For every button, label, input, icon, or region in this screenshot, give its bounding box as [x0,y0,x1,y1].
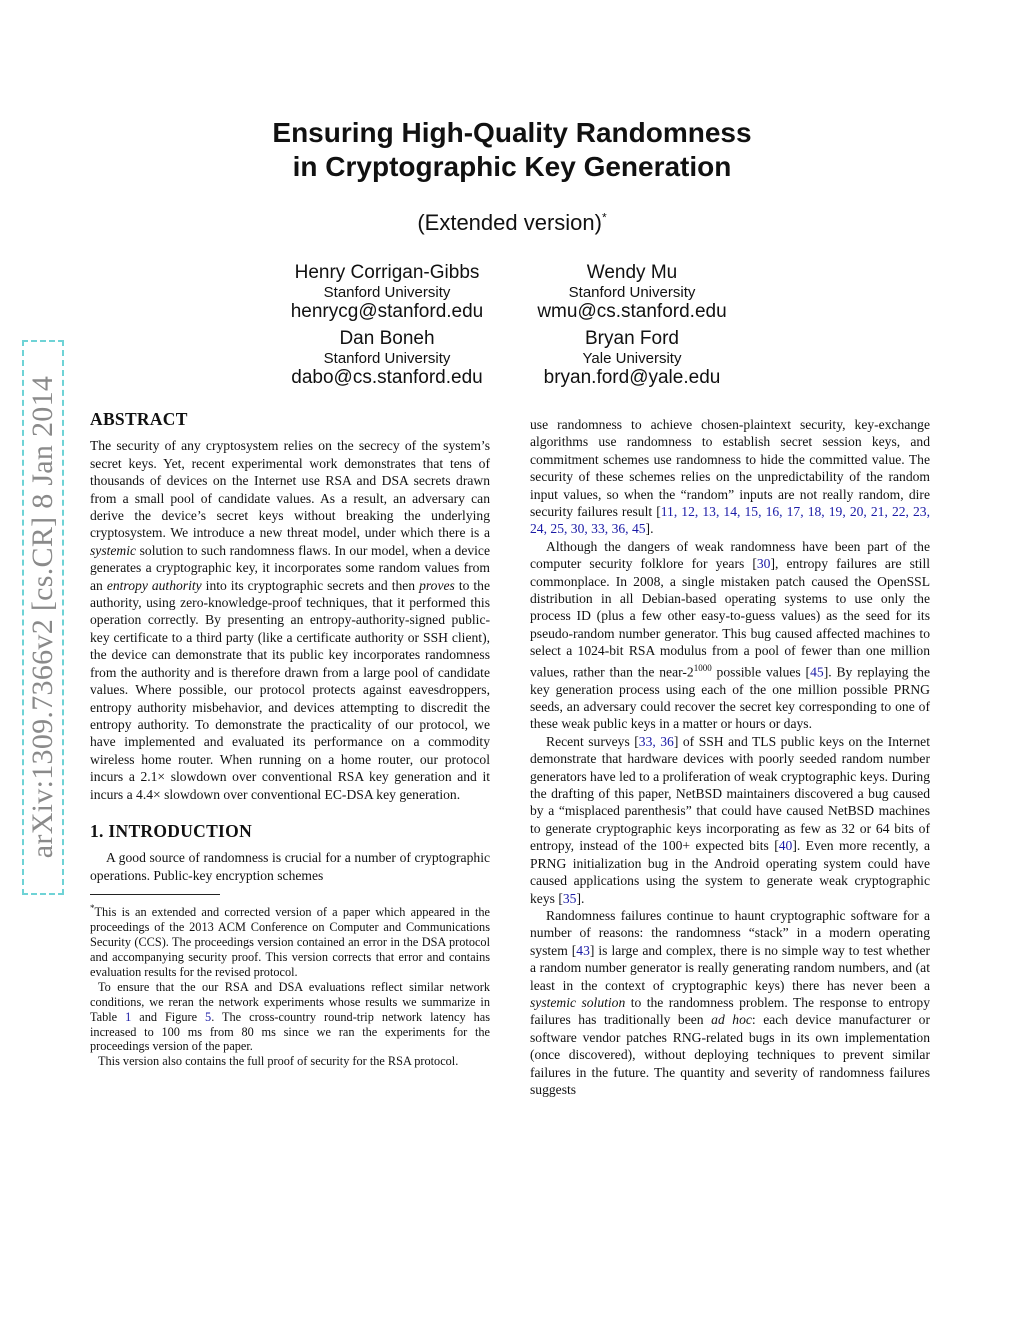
author-email: bryan.ford@yale.edu [543,367,721,388]
footnote-paragraph: *This is an extended and corrected version of a paper which appeared in the proceedings of the 2013 ACM Conference on Computer and Communications Security (CCS). The proceedings version contained an error in the DSA protocol and accompanying security proof. This version corrects that error and contains evaluation results for the revised protocol. [90,903,490,979]
citation-link[interactable]: 43 [576,942,590,958]
left-column [90,411,490,1069]
title-line-2: in Cryptographic Key Generation [292,151,732,182]
author-block [507,328,757,389]
footnote [90,901,490,1069]
table-1-link[interactable]: 1 [125,1009,132,1024]
author-affiliation: Yale University [582,350,682,367]
author-email: dabo@cs.stanford.edu [291,367,483,388]
citation-link[interactable]: 40 [778,838,793,854]
right-column [530,416,930,1098]
author-email: wmu@cs.stanford.edu [537,301,727,322]
abstract-heading: ABSTRACT [90,409,188,429]
body-paragraph: use randomness to achieve chosen-plaintext security, key-exchange algorithms use randomness to establish secret session keys, and commitment schemes use randomness to hide the committed value. The security of these schemes relies on the unpredictability of the random input values, so when the “random” inputs are not really random, dire security failures result [11, 12, 13, 14, 15, 16, 17, 18, 19, 20, 21, 22, 23, 24, 25, 30, 33, 36, 45]. [530,417,930,537]
paper-subtitle [0,210,1024,236]
author-affiliation: Stanford University [323,284,451,301]
author-name: Henry Corrigan-Gibbs [294,262,480,283]
citation-link[interactable]: 30 [756,556,771,572]
citation-link[interactable]: 35 [562,890,577,906]
footnote-rule [90,894,220,895]
author-name: Wendy Mu [586,262,678,283]
body-paragraph: Although the dangers of weak randomness have been part of the computer security folklore for years [30], entropy failures are still commonplace. In 2008, a single mistaken patch caused the OpenSSL distribution in all Debian-based operating systems to use only the process ID (plus a few other easy-to-guess values) as the seed for its pseudo-random number generator. This bug caused affected machines to select a 1024-bit RSA modulus from a pool of fewer than one million values, rather than the near-$2^{1000}$ possible values [45]. By replaying the key generation process using each of the one million possible PRNG seeds, an adversary could recover the secret key corresponding to one of these weak public keys in a matter or hours or days. [530,538,931,732]
footnote-paragraph: To ensure that the our RSA and DSA evaluations reflect similar network conditions, we reran the network experiments whose results we summarize in Table 1 and Figure 5. The cross-country round-trip network latency has increased to 100 ms from 80 ms since we ran the experiments for the proceedings version of the paper. [90,979,490,1054]
author-block [262,328,512,389]
body-paragraph: Randomness failures continue to haunt cryptographic software for a number of reasons: the randomness “stack” in a modern operating system [43] is large and complex, there is no simple way to test whether a random number generator is really generating random numbers, and (at least in the context of cryptographic keys) there has never been a systemic solution to the randomness problem. The response to entropy failures has traditionally been ad hoc: each device manufacturer or software vendor patches RNG-related bugs in its own implementation (once discovered), without deploying techniques to prevent similar failures in the future. The quantity and severity of randomness failures suggests [530,907,931,1097]
footnote-paragraph: This version also contains the full proof of security for the RSA protocol. [98,1054,459,1069]
arxiv-stamp[interactable]: arXiv:1309.7366v2 [cs.CR] 8 Jan 2014 [26,375,59,859]
author-name: Dan Boneh [339,328,435,349]
body-paragraph: Recent surveys [33, 36] of SSH and TLS public keys on the Internet demonstrate that hardware devices with poorly seeded random number generators have led to a proliferation of weak cryptographic keys. During the drafting of this paper, NetBSD maintainers discovered a bug caused by a “misplaced parenthesis” that could have caused NetBSD machines to generate cryptographic keys incorporating as few as 32 or 64 bits of entropy, instead of the 100+ expected bits [40]. Even more recently, a PRNG initialization bug in the Android operating system could have caused applications using the system to generate weak cryptographic keys [35]. [530,733,930,906]
author-affiliation: Stanford University [568,284,696,301]
author-email: henrycg@stanford.edu [290,301,484,322]
subtitle-footnote-mark: * [601,210,607,225]
subtitle-text: (Extended version) [417,210,602,235]
citation-link[interactable]: 45 [810,664,824,680]
introduction-heading: 1. INTRODUCTION [90,820,253,841]
author-name: Bryan Ford [585,328,679,349]
author-affiliation: Stanford University [323,350,451,367]
figure-5-link[interactable]: 5 [205,1009,212,1024]
author-block [262,262,512,323]
abstract-text: The security of any cryptosystem relies on the secrecy of the system’s secret keys. Yet, recent experimental work demonstrates that tens of thousands of devices on the Internet use RSA and DSA secrets drawn from a small pool of candidate values. As a result, an adversary can derive the device’s secret keys without breaking the underlying cryptosystem. We introduce a new threat model, under which there is a systemic solution to such randomness flaws. In our model, when a device generates a cryptographic key, it incorporates some random values from an entropy authority into its cryptographic secrets and then proves to the authority, using zero-knowledge-proof techniques, that it performed this operation correctly. By presenting an entropy-authority-signed public-key certificate to a third party (like a certificate authority or SSH client), the device can demonstrate that its public key incorporates randomness from the authority and is therefore drawn from a large pool of candidate values. Where possible, our protocol protects against eavesdroppers, entropy authority misbehavior, and devices attempting to discredit the entropy authority. To demonstrate the practicality of our protocol, we have implemented and evaluated its performance on a commodity wireless home router. When running on a home router, our protocol incurs a 2.1× slowdown over conventional RSA key generation and it incurs a 4.4× slowdown over conventional EC-DSA key generation. [90,438,490,802]
citation-link[interactable]: 33, 36 [638,733,674,749]
title-line-1: Ensuring High-Quality Randomness [272,117,752,148]
paper-title [0,116,1024,184]
citation-links[interactable]: 11, 12, 13, 14, 15, 16, 17, 18, 19, 20, 21, 22, 23, 24, 25, 30, 33, 36, 45 [530,504,930,537]
intro-paragraph: A good source of randomness is crucial for a number of cryptographic operations. Public-key encryption schemes [90,850,490,883]
author-block [507,262,757,323]
